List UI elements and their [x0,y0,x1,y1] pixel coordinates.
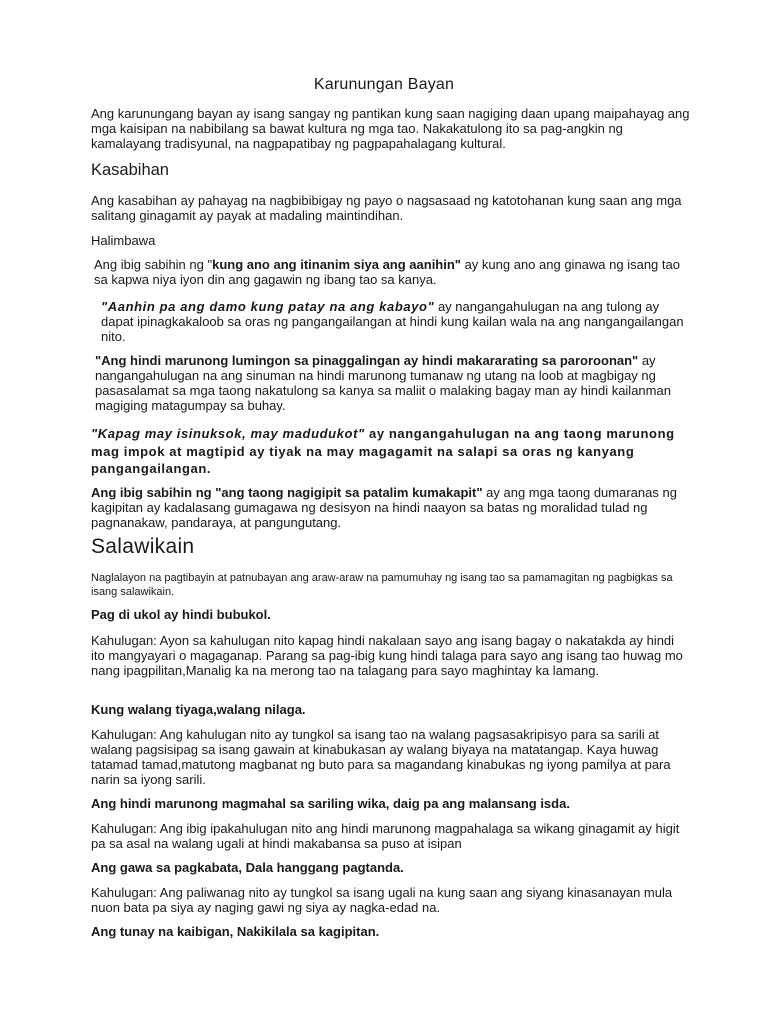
salawikain-saying-5: Ang tunay na kaibigan, Nakikilala sa kagipitan. [91,924,380,939]
halimbawa-label: Halimbawa [91,233,156,248]
example-phrase: "Ang hindi marunong lumingon sa pinaggalingan ay hindi makararating sa paroroonan" [95,353,639,368]
example-prefix: Ang ibig sabihin ng " [94,257,213,272]
example-explanation: ay nangangahulugan na ang sinuman na hindi marunong tumanaw ng utang na loob at magbigay ng pasasalamat sa mga taong nakatulong sa kanya sa maliit o malaking bagay man ay hindi kailanman magiging matagumpay sa buhay. [95,353,671,413]
example-explanation: ay nangangahulugan na ang taong marunong mag impok at magtipid ay tiyak na may magagamit na salapi sa oras ng kanyang pangangailangan. [91,426,675,476]
salawikain-meaning-3: Kahulugan: Ang ibig ipakahulugan nito ang hindi marunong magpahalaga sa wikang ginagamit ay higit pa sa asal na walang ugali at hindi makabansa sa puso at isipan [91,821,680,851]
kasabihan-example-1 [91,257,694,287]
kasabihan-definition: Ang kasabihan ay pahayag na nagbibibigay ng payo o nagsasaad ng katotohanan kung saan ang mga salitang ginagamit ay payak at madaling maintindihan. [91,193,682,223]
salawikain-meaning-2: Kahulugan: Ang kahulugan nito ay tungkol sa isang tao na walang pagsasakripisyo para sa sarili at walang pagsisipag sa isang gawain at kinabukasan ay walang biyaya na matatangap. Kaya huwag tatamad tamad,matutong magbanat ng buto para sa magandang kinabukas ng iyong pamilya at para narin sa iyong sarili. [91,727,671,787]
kasabihan-heading: Kasabihan [91,161,169,179]
salawikain-intro: Naglalayon na pagtibayin at patnubayan ang araw-araw na pamumuhay ng isang tao sa pamamagitan ng pagbigkas sa isang salawikain. [91,572,673,598]
salawikain-meaning-1: Kahulugan: Ayon sa kahulugan nito kapag hindi nakalaan sayo ang isang bagay o nakatakda ay hindi ito mangyayari o magaganap. Parang sa pag-ibig kung hindi talaga para sayo ang isang tao huwag mo nang ipagpilitan,Manalig ka na merong tao na talagang para sayo maghintay ka lamang. [91,633,683,678]
example-phrase: "ang taong nagigipit sa patalim kumakapit" [215,485,483,500]
salawikain-saying-2: Kung walang tiyaga,walang nilaga. [91,702,306,717]
salawikain-saying-1: Pag di ukol ay hindi bubukol. [91,607,271,622]
kasabihan-example-2 [91,299,694,344]
example-explanation: ay nangangahulugan na ang tulong ay dapat ipinagkakaloob sa oras ng pangangailangan at hindi kung kailan wala na ang nangangailangan nito. [101,299,684,344]
example-phrase: "Aanhin pa ang damo kung patay na ang kabayo" [101,299,435,314]
kasabihan-example-5 [91,485,691,530]
example-explanation: ay ang mga taong dumaranas ng kagipitan ay kadalasang gumagawa ng desisyon na hindi naayon sa batas ng moralidad tulad ng pagnanakaw, pandaraya, at pangungutang. [91,485,677,530]
example-phrase: "Kapag may isinuksok, may madudukot" [91,426,365,441]
salawikain-saying-3: Ang hindi marunong magmahal sa sariling wika, daig pa ang malansang isda. [91,796,570,811]
kasabihan-example-4 [91,425,691,478]
salawikain-saying-4: Ang gawa sa pagkabata, Dala hanggang pagtanda. [91,860,404,875]
salawikain-meaning-4: Kahulugan: Ang paliwanag nito ay tungkol sa isang ugali na kung saan ang siyang kinasanayan mula nuon bata pa siya ay naging gawi ng siya ay nagka-edad na. [91,885,673,915]
document-title: Karunungan Bayan [313,76,455,93]
example-prefix: Ang ibig sabihin ng [91,485,216,500]
example-explanation: ay kung ano ang ginawa ng isang tao sa kapwa niya iyon din ang gagawin ng ibang tao sa kanya. [94,257,680,287]
example-phrase: kung ano ang itinanim siya ang aanihin" [212,257,461,272]
intro-paragraph: Ang karunungang bayan ay isang sangay ng pantikan kung saan nagiging daan upang maipahayag ang mga kaisipan na nabibilang sa bawat kultura ng mga tao. Nakakatulong ito sa pag-angkin ng kamalayang tradisyunal, na nagpapatibay ng pagpapahalagang kultural. [91,106,690,151]
kasabihan-example-3 [91,353,692,413]
salawikain-heading: Salawikain [91,535,195,558]
